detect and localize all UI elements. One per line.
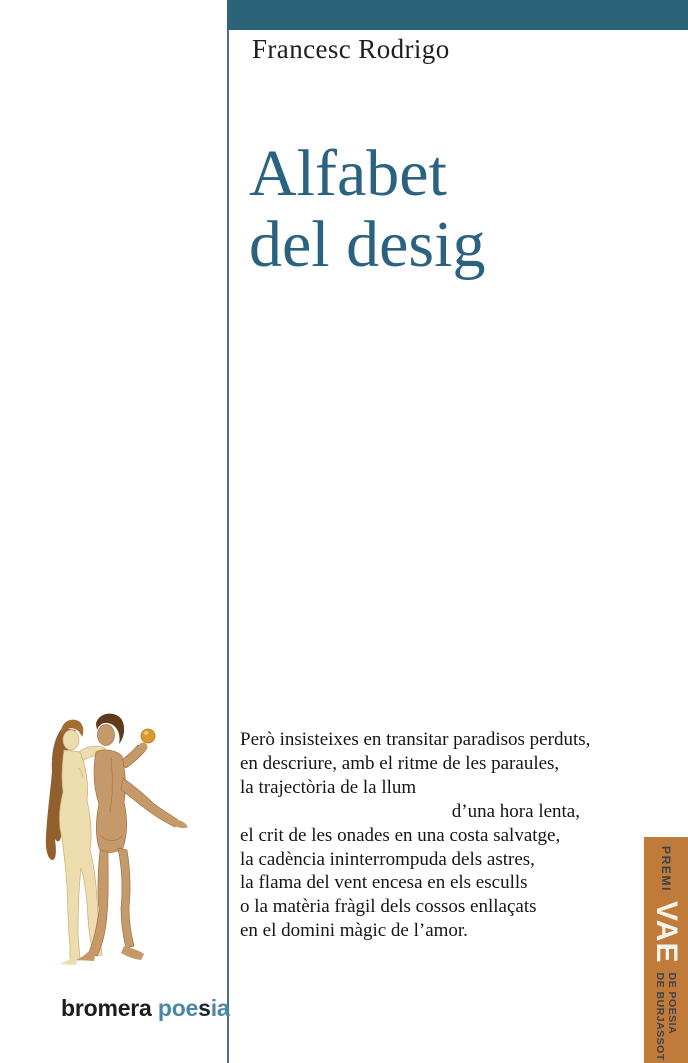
book-title-line1: Alfabet xyxy=(249,137,447,210)
book-title xyxy=(249,138,485,280)
top-teal-bar xyxy=(227,0,688,30)
poem-line-indented: d’una hora lenta, xyxy=(451,800,580,822)
adam-torso xyxy=(94,750,127,853)
poem-line: en el domini màgic de l’amor. xyxy=(240,920,468,942)
publisher-logo xyxy=(61,995,230,1022)
adam-hand xyxy=(139,743,148,752)
poem-line: la trajectòria de la llum xyxy=(240,776,417,798)
author-name: Francesc Rodrigo xyxy=(252,34,450,64)
adam-extended-hand xyxy=(175,820,188,828)
adam-head xyxy=(98,725,115,746)
award-strip xyxy=(644,837,688,1063)
adam-extended-arm xyxy=(121,778,178,827)
adam-right-leg xyxy=(118,848,134,948)
eve-foot xyxy=(59,958,78,965)
adam-right-foot xyxy=(121,946,144,960)
poem-excerpt xyxy=(240,728,591,943)
award-strip-text xyxy=(644,843,688,1061)
vertical-divider-line xyxy=(227,0,229,1063)
premi-label: PREMI xyxy=(659,846,673,893)
award-subtitle xyxy=(654,972,679,1060)
poem-line: el crit de les onades en una costa salvatge, xyxy=(240,824,561,846)
poem-line: la cadència ininterrompuda dels astres, xyxy=(240,848,535,870)
collection-label-part: poe xyxy=(157,995,199,1021)
poem-line: Però insisteixes en transitar paradisos perduts, xyxy=(240,729,591,750)
award-name: VAE xyxy=(650,901,683,964)
publisher-name: bromera xyxy=(61,995,152,1021)
poem-line: en descriure, amb el ritme de les paraules, xyxy=(240,752,560,774)
poem-line: la flama del vent encesa en els esculls xyxy=(240,872,528,894)
award-subtitle-line1: DE POESIA xyxy=(666,972,679,1035)
award-subtitle-line2: DE BURJASSOT xyxy=(654,972,666,1061)
collection-label-part: ia xyxy=(210,995,230,1021)
apple-icon xyxy=(141,729,155,743)
book-title-line2: del desig xyxy=(249,208,486,281)
collection-label-part: s xyxy=(198,995,211,1021)
eve-head xyxy=(63,730,79,750)
adam-eve-illustration xyxy=(40,706,202,966)
poem-line: o la matèria fràgil dels cossos enllaçats xyxy=(240,896,537,918)
